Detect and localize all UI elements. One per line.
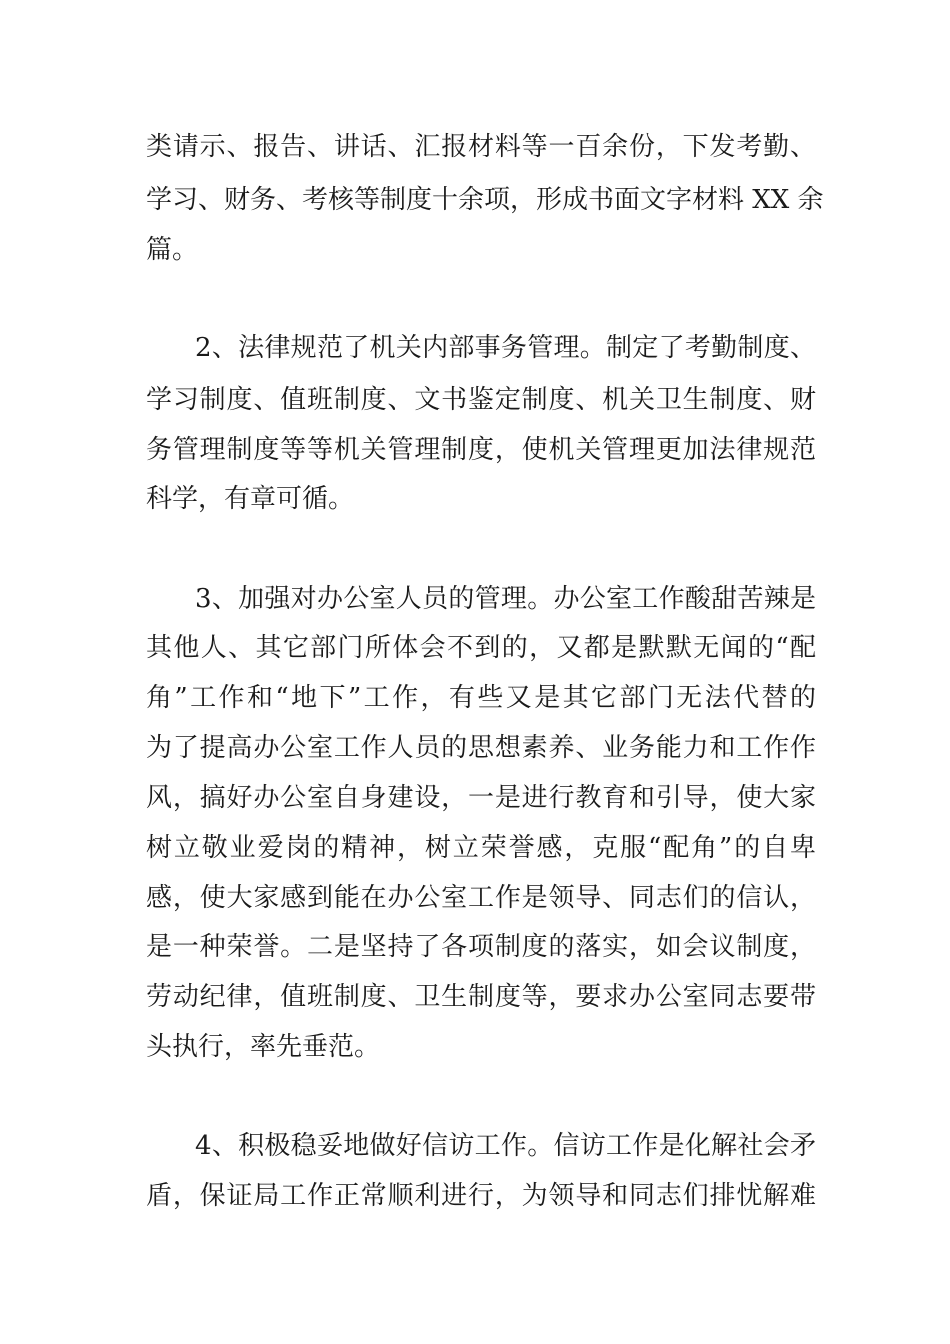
text-line: 篇。 [146,235,199,265]
text-line: 是一种荣誉。二是坚持了各项制度的落实，如会议制度， [146,932,816,962]
text-line: 科学，有章可循。 [146,484,355,514]
text-line: 务管理制度等等机关管理制度，使机关管理更加法律规范 [146,435,816,465]
paragraph-first-line: 3、加强对办公室人员的管理。办公室工作酸甜苦辣是 [195,584,816,614]
text-line: 学习制度、值班制度、文书鉴定制度、机关卫生制度、财 [146,385,816,415]
text-line: 角”工作和“地下”工作，有些又是其它部门无法代替的 [146,683,816,713]
text-line: 头执行，率先垂范。 [146,1032,381,1062]
text-line: 为了提高办公室工作人员的思想素养、业务能力和工作作 [146,733,816,763]
text-line: 树立敬业爱岗的精神，树立荣誉感，克服“配角”的自卑 [146,833,816,863]
text-line: 学习、财务、考核等制度十余项，形成书面文字材料 XX 余 [146,185,824,215]
text-line: 类请示、报告、讲话、汇报材料等一百余份，下发考勤、 [146,132,816,162]
text-line: 劳动纪律，值班制度、卫生制度等，要求办公室同志要带 [146,982,816,1012]
paragraph-first-line: 2、法律规范了机关内部事务管理。制定了考勤制度、 [195,333,816,363]
text-line: 感，使大家感到能在办公室工作是领导、同志们的信认， [146,883,816,913]
text-line: 盾，保证局工作正常顺利进行，为领导和同志们排忧解难 [146,1181,816,1211]
text-line: 风，搞好办公室自身建设，一是进行教育和引导，使大家 [146,783,816,813]
paragraph-first-line: 4、积极稳妥地做好信访工作。信访工作是化解社会矛 [195,1131,816,1161]
text-line: 其他人、其它部门所体会不到的，又都是默默无闻的“配 [146,633,816,663]
